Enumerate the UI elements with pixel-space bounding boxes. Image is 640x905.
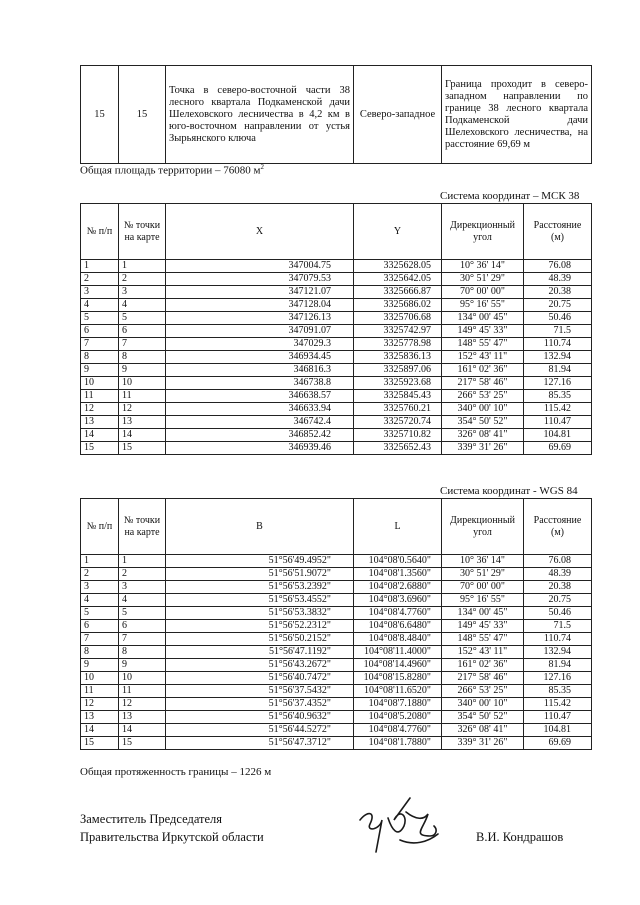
header-l: L — [354, 499, 442, 555]
coord-2: 104°08'0.5640" — [354, 555, 442, 568]
row-number: 15 — [81, 66, 119, 164]
row-number: 2 — [81, 568, 119, 581]
row-number: 12 — [81, 403, 119, 416]
table-row — [81, 724, 592, 737]
direction-angle: 30° 51' 29" — [442, 273, 524, 286]
distance: 110.47 — [524, 416, 592, 429]
row-number: 8 — [81, 646, 119, 659]
coord-1: 346633.94 — [166, 403, 354, 416]
point-number: 14 — [119, 724, 166, 737]
header-y: Y — [354, 204, 442, 260]
msk-coordinates-table — [80, 203, 592, 455]
direction-angle: 217° 58' 46" — [442, 377, 524, 390]
boundary-length: Общая протяженность границы – 1226 м — [80, 766, 272, 778]
distance: 76.08 — [524, 260, 592, 273]
coord-1: 51°56'44.5272" — [166, 724, 354, 737]
table-row — [81, 338, 592, 351]
signer-title-line2: Правительства Иркутской области — [80, 830, 264, 844]
coord-1: 51°56'53.3832" — [166, 607, 354, 620]
table-header-row — [81, 499, 592, 555]
distance: 104.81 — [524, 724, 592, 737]
distance: 69.69 — [524, 442, 592, 455]
direction-angle: 354° 50' 52" — [442, 711, 524, 724]
point-number: 9 — [119, 659, 166, 672]
boundary-description-table — [80, 65, 592, 164]
row-number: 11 — [81, 685, 119, 698]
direction-angle: 340° 00' 10" — [442, 698, 524, 711]
wgs-rows — [81, 555, 592, 750]
direction-angle: 30° 51' 29" — [442, 568, 524, 581]
coord-1: 51°56'52.2312" — [166, 620, 354, 633]
table-row — [81, 555, 592, 568]
coord-1: 51°56'53.4552" — [166, 594, 354, 607]
direction-angle: 326° 08' 41" — [442, 429, 524, 442]
distance: 50.46 — [524, 607, 592, 620]
table-row — [81, 633, 592, 646]
coord-2: 104°08'1.7880" — [354, 737, 442, 750]
direction-angle: 354° 50' 52" — [442, 416, 524, 429]
coord-2: 104°08'5.2080" — [354, 711, 442, 724]
coord-1: 51°56'40.7472" — [166, 672, 354, 685]
distance: 110.74 — [524, 633, 592, 646]
table-row — [81, 273, 592, 286]
table-row — [81, 299, 592, 312]
row-number: 5 — [81, 607, 119, 620]
header-point: № точки на карте — [119, 204, 166, 260]
table-row — [81, 325, 592, 338]
direction-angle: 161° 02' 36" — [442, 364, 524, 377]
coord-1: 347029.3 — [166, 338, 354, 351]
row-number: 12 — [81, 698, 119, 711]
coord-1: 51°56'37.5432" — [166, 685, 354, 698]
direction-angle: 95° 16' 55" — [442, 299, 524, 312]
header-num: № п/п — [81, 499, 119, 555]
table-row — [81, 581, 592, 594]
row-number: 15 — [81, 442, 119, 455]
point-number: 10 — [119, 377, 166, 390]
boundary-description: Граница проходит в северо-западном направлении по границе 38 лесного квартала Подкаменской дачи Шелеховского лесничества, на расстояние 69,69 м — [442, 66, 592, 164]
point-number: 11 — [119, 390, 166, 403]
area-text: Общая площадь территории – 76080 м — [80, 164, 261, 177]
point-number: 8 — [119, 351, 166, 364]
point-number: 1 — [119, 260, 166, 273]
row-number: 9 — [81, 364, 119, 377]
direction-angle: 95° 16' 55" — [442, 594, 524, 607]
msk-system-label: Система координат – МСК 38 — [440, 190, 580, 202]
coord-2: 3325628.05 — [354, 260, 442, 273]
coord-1: 51°56'50.2152" — [166, 633, 354, 646]
distance: 127.16 — [524, 377, 592, 390]
direction-angle: 152° 43' 11" — [442, 646, 524, 659]
handwritten-signature — [340, 790, 450, 860]
row-number: 15 — [81, 737, 119, 750]
distance: 69.69 — [524, 737, 592, 750]
point-number: 12 — [119, 698, 166, 711]
table-row — [81, 568, 592, 581]
table-row — [81, 429, 592, 442]
header-distance: Расстояние (м) — [524, 499, 592, 555]
direction-angle: 70° 00' 00" — [442, 286, 524, 299]
distance: 85.35 — [524, 390, 592, 403]
row-number: 14 — [81, 724, 119, 737]
coord-1: 51°56'53.2392" — [166, 581, 354, 594]
point-number: 6 — [119, 325, 166, 338]
signer-name: В.И. Кондрашов — [476, 830, 564, 844]
direction-angle: 10° 36' 14" — [442, 260, 524, 273]
row-number: 8 — [81, 351, 119, 364]
coord-1: 346939.46 — [166, 442, 354, 455]
point-number: 2 — [119, 273, 166, 286]
row-number: 3 — [81, 286, 119, 299]
direction-angle: 148° 55' 47" — [442, 338, 524, 351]
point-number: 3 — [119, 286, 166, 299]
coord-1: 347121.07 — [166, 286, 354, 299]
distance: 110.74 — [524, 338, 592, 351]
coord-2: 104°08'11.4000" — [354, 646, 442, 659]
coord-1: 51°56'47.1192" — [166, 646, 354, 659]
point-number: 15 — [119, 442, 166, 455]
row-number: 11 — [81, 390, 119, 403]
table-row — [81, 646, 592, 659]
coord-2: 3325720.74 — [354, 416, 442, 429]
direction-angle: 161° 02' 36" — [442, 659, 524, 672]
coord-2: 3325686.02 — [354, 299, 442, 312]
distance: 81.94 — [524, 364, 592, 377]
direction-angle: 10° 36' 14" — [442, 555, 524, 568]
header-angle: Дирекционный угол — [442, 499, 524, 555]
row-number: 7 — [81, 633, 119, 646]
row-number: 1 — [81, 260, 119, 273]
direction-angle: 134° 00' 45" — [442, 607, 524, 620]
coord-1: 347079.53 — [166, 273, 354, 286]
direction-angle: 149° 45' 33" — [442, 325, 524, 338]
coord-2: 104°08'4.7760" — [354, 607, 442, 620]
table-row — [81, 659, 592, 672]
point-number: 1 — [119, 555, 166, 568]
coord-1: 346934.45 — [166, 351, 354, 364]
distance: 20.75 — [524, 299, 592, 312]
point-number: 15 — [119, 737, 166, 750]
row-number: 10 — [81, 672, 119, 685]
distance: 132.94 — [524, 351, 592, 364]
point-number: 11 — [119, 685, 166, 698]
direction-angle: 134° 00' 45" — [442, 312, 524, 325]
direction-angle: 217° 58' 46" — [442, 672, 524, 685]
header-b: B — [166, 499, 354, 555]
direction-angle: 152° 43' 11" — [442, 351, 524, 364]
table-row — [81, 312, 592, 325]
row-number: 10 — [81, 377, 119, 390]
point-number: 5 — [119, 312, 166, 325]
table-row — [81, 416, 592, 429]
coord-1: 346638.57 — [166, 390, 354, 403]
direction-angle: 266° 53' 25" — [442, 685, 524, 698]
coord-2: 3325836.13 — [354, 351, 442, 364]
table-row — [81, 685, 592, 698]
coord-2: 3325742.97 — [354, 325, 442, 338]
distance: 76.08 — [524, 555, 592, 568]
row-number: 4 — [81, 594, 119, 607]
point-number: 4 — [119, 299, 166, 312]
row-number: 13 — [81, 711, 119, 724]
coord-1: 347128.04 — [166, 299, 354, 312]
coord-2: 104°08'8.4840" — [354, 633, 442, 646]
coord-1: 346852.42 — [166, 429, 354, 442]
header-distance: Расстояние (м) — [524, 204, 592, 260]
table-row — [81, 66, 592, 164]
signer-title-line1: Заместитель Председателя — [80, 812, 223, 826]
table-row — [81, 698, 592, 711]
coord-2: 104°08'3.6960" — [354, 594, 442, 607]
table-row — [81, 672, 592, 685]
distance: 20.38 — [524, 581, 592, 594]
distance: 48.39 — [524, 568, 592, 581]
direction-angle: 149° 45' 33" — [442, 620, 524, 633]
table-row — [81, 260, 592, 273]
table-row — [81, 737, 592, 750]
table-row — [81, 351, 592, 364]
coord-2: 104°08'1.3560" — [354, 568, 442, 581]
coord-1: 347126.13 — [166, 312, 354, 325]
coord-2: 3325845.43 — [354, 390, 442, 403]
distance: 127.16 — [524, 672, 592, 685]
distance: 48.39 — [524, 273, 592, 286]
coord-1: 51°56'40.9632" — [166, 711, 354, 724]
coord-2: 104°08'6.6480" — [354, 620, 442, 633]
table-row — [81, 364, 592, 377]
row-number: 1 — [81, 555, 119, 568]
coord-2: 3325666.87 — [354, 286, 442, 299]
distance: 104.81 — [524, 429, 592, 442]
direction-angle: 339° 31' 26" — [442, 737, 524, 750]
point-number: 9 — [119, 364, 166, 377]
coord-2: 104°08'11.6520" — [354, 685, 442, 698]
coord-1: 346738.8 — [166, 377, 354, 390]
coord-2: 3325897.06 — [354, 364, 442, 377]
coord-1: 51°56'43.2672" — [166, 659, 354, 672]
point-number: 6 — [119, 620, 166, 633]
row-number: 9 — [81, 659, 119, 672]
point-number: 5 — [119, 607, 166, 620]
row-number: 4 — [81, 299, 119, 312]
table-header-row — [81, 204, 592, 260]
wgs-coordinates-table — [80, 498, 592, 750]
point-description: Точка в северо-восточной части 38 лесного квартала Подкаменской дачи Шелеховского лесничества в 4,2 км в юго-восточном направлении от устья Зырьянского ключа — [166, 66, 354, 164]
table-row — [81, 377, 592, 390]
coord-1: 51°56'47.3712" — [166, 737, 354, 750]
row-number: 6 — [81, 620, 119, 633]
row-number: 2 — [81, 273, 119, 286]
area-total — [80, 163, 264, 177]
point-number: 7 — [119, 338, 166, 351]
table-row — [81, 711, 592, 724]
coord-1: 51°56'51.9072" — [166, 568, 354, 581]
point-number: 13 — [119, 711, 166, 724]
area-sup: 2 — [260, 163, 265, 171]
distance: 110.47 — [524, 711, 592, 724]
coord-2: 3325710.82 — [354, 429, 442, 442]
direction-angle: 148° 55' 47" — [442, 633, 524, 646]
coord-2: 104°08'4.7760" — [354, 724, 442, 737]
coord-1: 347004.75 — [166, 260, 354, 273]
direction-angle: 266° 53' 25" — [442, 390, 524, 403]
point-number: 12 — [119, 403, 166, 416]
distance: 81.94 — [524, 659, 592, 672]
distance: 71.5 — [524, 620, 592, 633]
point-number: 7 — [119, 633, 166, 646]
coord-2: 104°08'7.1880" — [354, 698, 442, 711]
direction: Северо-западное — [354, 66, 442, 164]
table-row — [81, 442, 592, 455]
distance: 115.42 — [524, 403, 592, 416]
coord-1: 347091.07 — [166, 325, 354, 338]
coord-1: 346742.4 — [166, 416, 354, 429]
table-row — [81, 286, 592, 299]
row-number: 7 — [81, 338, 119, 351]
coord-1: 51°56'49.4952" — [166, 555, 354, 568]
distance: 20.38 — [524, 286, 592, 299]
table-row — [81, 390, 592, 403]
distance: 50.46 — [524, 312, 592, 325]
coord-2: 104°08'14.4960" — [354, 659, 442, 672]
distance: 115.42 — [524, 698, 592, 711]
table-row — [81, 403, 592, 416]
distance: 20.75 — [524, 594, 592, 607]
row-number: 13 — [81, 416, 119, 429]
coord-2: 3325778.98 — [354, 338, 442, 351]
coord-2: 104°08'2.6880" — [354, 581, 442, 594]
msk-rows — [81, 260, 592, 455]
coord-1: 51°56'37.4352" — [166, 698, 354, 711]
coord-2: 104°08'15.8280" — [354, 672, 442, 685]
row-number: 6 — [81, 325, 119, 338]
point-number: 4 — [119, 594, 166, 607]
table-row — [81, 607, 592, 620]
header-num: № п/п — [81, 204, 119, 260]
direction-angle: 326° 08' 41" — [442, 724, 524, 737]
row-number: 5 — [81, 312, 119, 325]
distance: 85.35 — [524, 685, 592, 698]
coord-2: 3325642.05 — [354, 273, 442, 286]
coord-1: 346816.3 — [166, 364, 354, 377]
header-point: № точки на карте — [119, 499, 166, 555]
coord-2: 3325706.68 — [354, 312, 442, 325]
point-number: 8 — [119, 646, 166, 659]
direction-angle: 70° 00' 00" — [442, 581, 524, 594]
direction-angle: 339° 31' 26" — [442, 442, 524, 455]
table-row — [81, 620, 592, 633]
coord-2: 3325923.68 — [354, 377, 442, 390]
distance: 71.5 — [524, 325, 592, 338]
point-number: 10 — [119, 672, 166, 685]
header-angle: Дирекционный угол — [442, 204, 524, 260]
point-number: 14 — [119, 429, 166, 442]
wgs-system-label: Система координат - WGS 84 — [440, 485, 578, 497]
row-number: 3 — [81, 581, 119, 594]
header-x: X — [166, 204, 354, 260]
distance: 132.94 — [524, 646, 592, 659]
coord-2: 3325760.21 — [354, 403, 442, 416]
point-number: 13 — [119, 416, 166, 429]
point-number: 15 — [119, 66, 166, 164]
point-number: 2 — [119, 568, 166, 581]
point-number: 3 — [119, 581, 166, 594]
direction-angle: 340° 00' 10" — [442, 403, 524, 416]
row-number: 14 — [81, 429, 119, 442]
table-row — [81, 594, 592, 607]
coord-2: 3325652.43 — [354, 442, 442, 455]
